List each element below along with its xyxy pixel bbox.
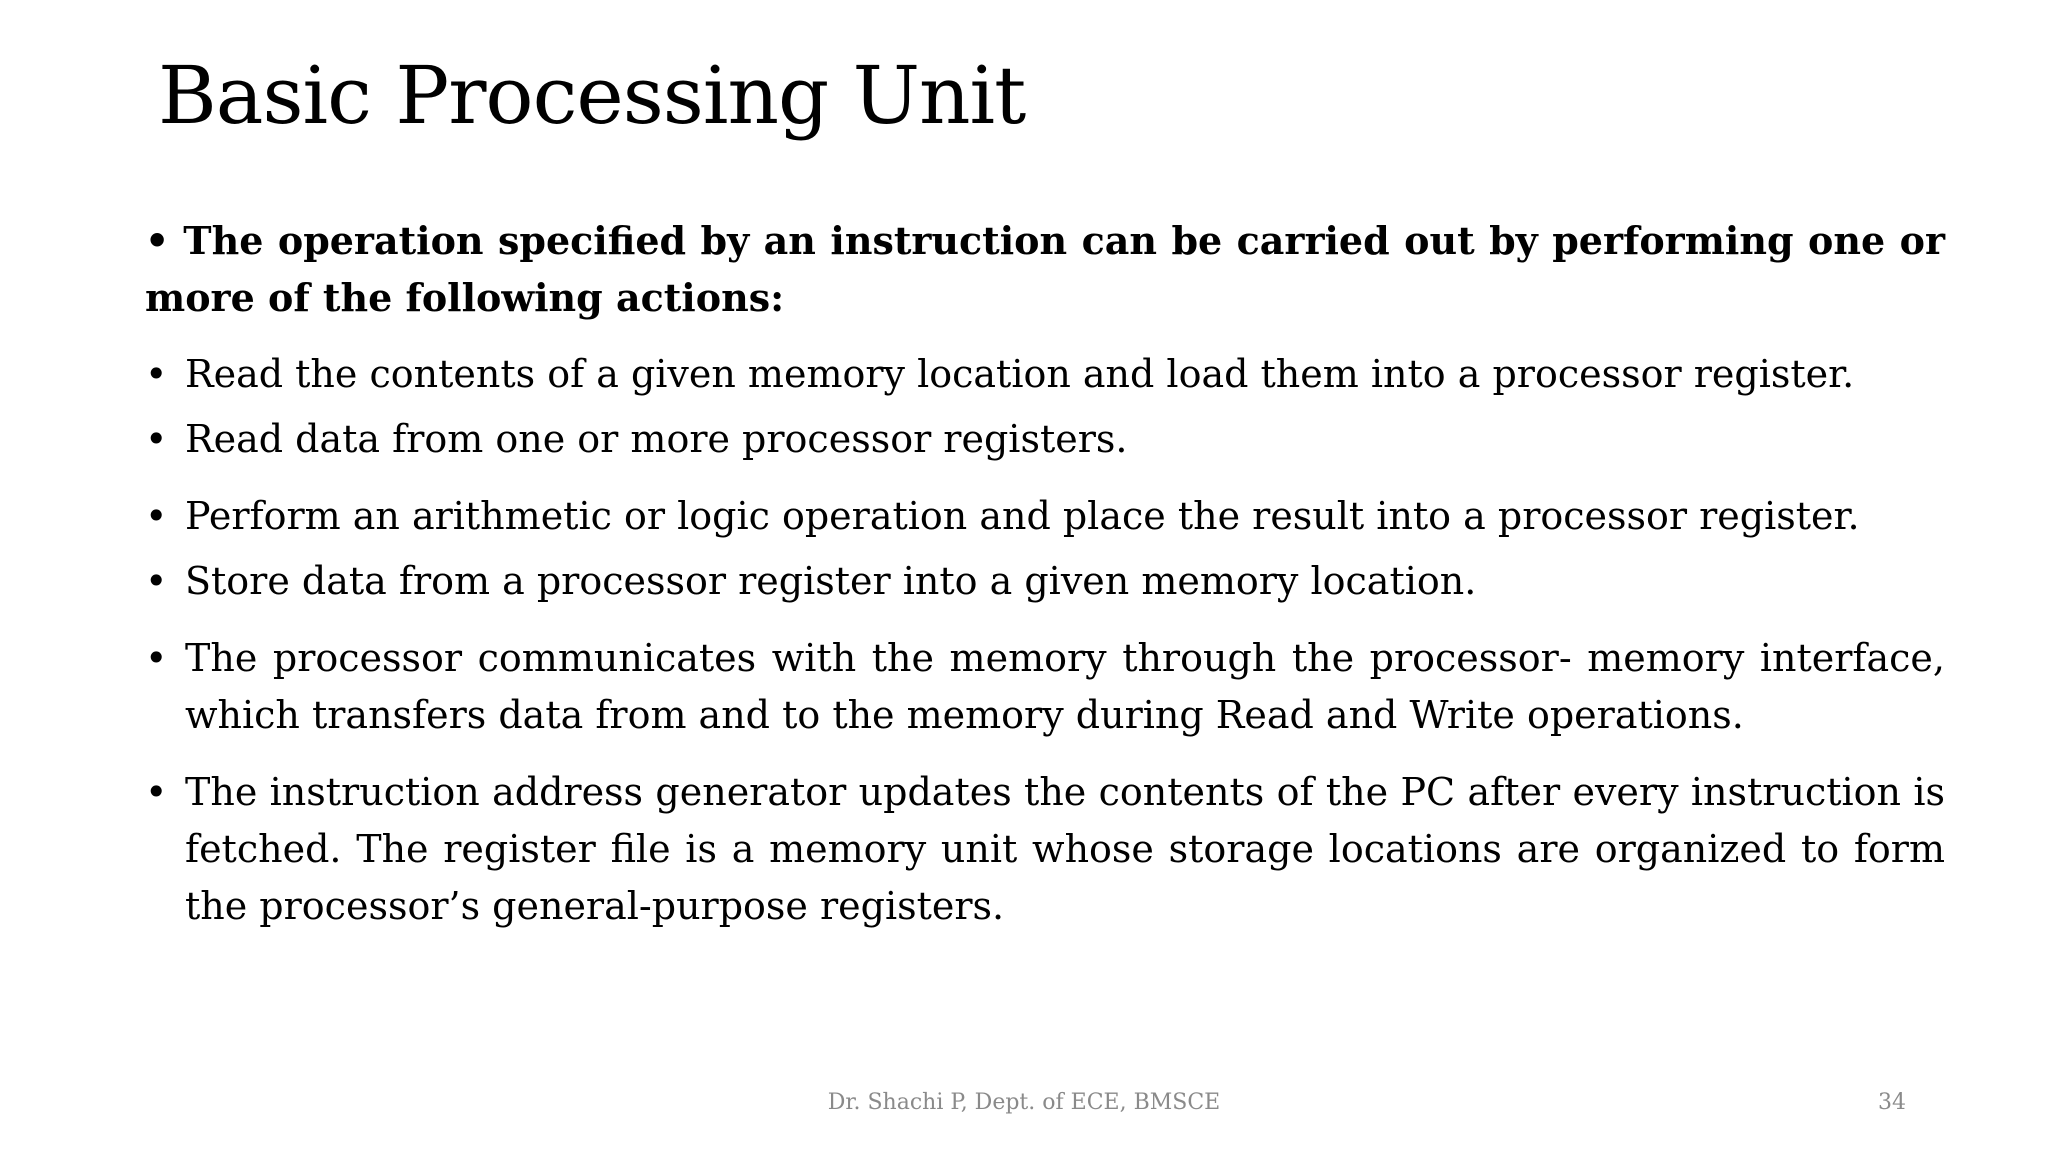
bullet-icon: • bbox=[145, 494, 168, 538]
list-item-text: Store data from a processor register into a given memory location. bbox=[185, 559, 1477, 603]
slide-page-number: 34 bbox=[1878, 1090, 1906, 1115]
list-item-text: Read the contents of a given memory location and load them into a processor register. bbox=[185, 352, 1855, 396]
bullet-icon: • bbox=[145, 636, 168, 680]
bullet-icon: • bbox=[145, 559, 168, 603]
list-item bbox=[145, 764, 1945, 935]
list-item bbox=[145, 346, 1945, 403]
list-item bbox=[145, 553, 1945, 610]
intro-paragraph bbox=[145, 212, 1945, 326]
slide-title: Basic Processing Unit bbox=[158, 49, 1026, 142]
bullet-icon: • bbox=[145, 770, 168, 814]
list-item-text: The instruction address generator updates the contents of the PC after every instruction is fetched. The register file is a memory unit whose storage locations are organized to form the processor’s general-purpose registers. bbox=[185, 770, 1945, 928]
intro-text: The operation specified by an instruction can be carried out by performing one or more of the following actions: bbox=[145, 218, 1945, 320]
slide-content bbox=[145, 212, 1945, 935]
bullet-icon: • bbox=[145, 417, 168, 461]
bullet-icon: • bbox=[145, 218, 170, 263]
list-item bbox=[145, 411, 1945, 468]
list-item bbox=[145, 630, 1945, 744]
slide-footer: Dr. Shachi P, Dept. of ECE, BMSCE bbox=[827, 1090, 1221, 1115]
list-item-text: Read data from one or more processor registers. bbox=[185, 417, 1128, 461]
list-item bbox=[145, 488, 1945, 545]
list-item-text: Perform an arithmetic or logic operation and place the result into a processor register. bbox=[185, 494, 1860, 538]
bullet-icon: • bbox=[145, 352, 168, 396]
list-item-text: The processor communicates with the memory through the processor- memory interface, which transfers data from and to the memory during Read and Write operations. bbox=[185, 636, 1945, 737]
